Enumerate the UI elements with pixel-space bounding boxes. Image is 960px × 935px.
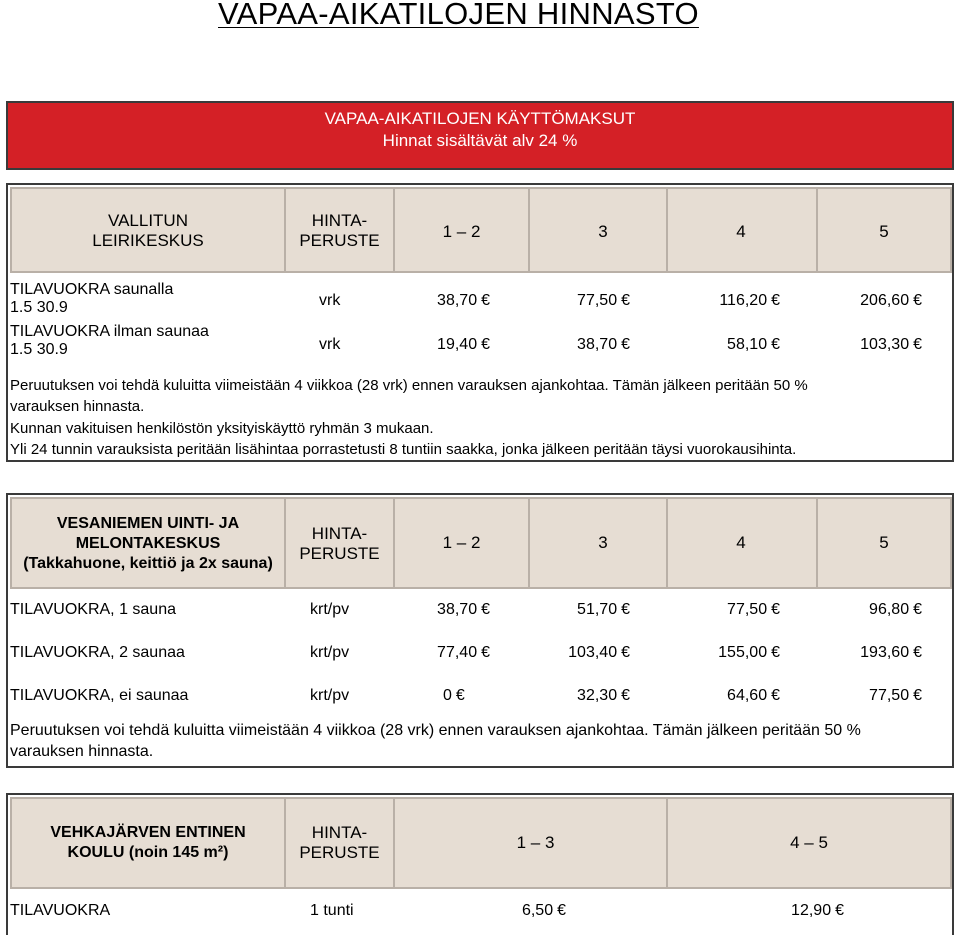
price: 38,70 € [577, 336, 630, 353]
row-unit: vrk [319, 336, 341, 353]
price: 77,50 € [727, 601, 780, 618]
row-label: TILAVUOKRA, ei saunaa [10, 687, 189, 704]
fees-banner [6, 101, 954, 170]
table-heading: VESANIEMEN UINTI- JA MELONTAKESKUS (Takkahuone, keittiö ja 2x sauna) [23, 515, 273, 572]
vesaniemi-table [6, 493, 954, 768]
price: 6,50 € [521, 902, 566, 919]
row-label: TILAVUOKRA, 1 sauna [10, 601, 176, 618]
price: 103,30 € [860, 336, 922, 353]
table-heading: VALLITUN LEIRIKESKUS [92, 211, 204, 250]
price: 58,10 € [727, 336, 780, 353]
note-text: Kunnan vakituisen henkilöstön yksityiskäyttö ryhmän 3 mukaan. [10, 420, 434, 437]
price: 116,20 € [719, 292, 780, 309]
price: 103,40 € [568, 644, 630, 661]
note-text: Peruutuksen voi tehdä kuluitta viimeistään 4 viikkoa (28 vrk) ennen varauksen ajankohtaa. Tämän jälkeen peritään 50 % [10, 377, 808, 394]
note-text: Peruutuksen voi tehdä kuluitta viimeistään 4 viikkoa (28 vrk) ennen varauksen ajankohtaa. Tämän jälkeen peritään 50 % [10, 722, 861, 739]
note-text: varauksen hinnasta. [10, 743, 154, 760]
row-unit: krt/pv [310, 644, 350, 661]
note-text: varauksen hinnasta. [10, 398, 145, 415]
page-title: VAPAA-AIKATILOJEN HINNASTO [218, 0, 699, 31]
price: 77,40 € [437, 644, 490, 661]
price: 77,50 € [869, 687, 922, 704]
price: 193,60 € [860, 644, 922, 661]
banner-title: VAPAA-AIKATILOJEN KÄYTTÖMAKSUT [324, 109, 636, 128]
row-unit: krt/pv [310, 687, 350, 704]
price: 38,70 € [437, 292, 490, 309]
column-header-group-5: 5 [879, 533, 889, 552]
column-header-basis: HINTA- PERUSTE [299, 524, 380, 563]
price: 64,60 € [727, 687, 780, 704]
note-text: Yli 24 tunnin varauksista peritään lisähintaa porrastetusti 8 tuntiin saakka, jonka jälkeen peritään täysi vuorokausihinta. [10, 441, 797, 458]
price: 51,70 € [577, 601, 630, 618]
price: 12,90 € [791, 902, 844, 919]
column-header-basis: HINTA- PERUSTE [299, 823, 380, 862]
price: 38,70 € [437, 601, 490, 618]
price: 32,30 € [577, 687, 630, 704]
price: 96,80 € [869, 601, 922, 618]
price: 77,50 € [577, 292, 630, 309]
column-header-group-3: 3 [598, 533, 608, 552]
row-label: TILAVUOKRA, 2 saunaa [10, 644, 185, 661]
column-header-group-1-2: 1 – 2 [442, 222, 481, 241]
price: 206,60 € [860, 292, 922, 309]
column-header-basis: HINTA- PERUSTE [299, 211, 380, 250]
row-unit: 1 tunti [310, 902, 354, 919]
column-header-group-1-2: 1 – 2 [442, 533, 481, 552]
price: 155,00 € [718, 644, 780, 661]
row-unit: vrk [319, 292, 341, 309]
row-label: TILAVUOKRA ilman saunaa 1.5 30.9 [10, 323, 209, 358]
column-header-group-3: 3 [598, 222, 608, 241]
vehkajarvi-table [6, 793, 954, 935]
column-header-group-4: 4 [736, 222, 746, 241]
table-heading: VEHKAJÄRVEN ENTINEN KOULU (noin 145 m²) [50, 824, 246, 861]
column-header-group-4: 4 [736, 533, 746, 552]
column-header-group-1-3: 1 – 3 [516, 833, 555, 852]
column-header-group-4-5: 4 – 5 [790, 833, 828, 852]
column-header-group-5: 5 [879, 222, 889, 241]
row-label: TILAVUOKRA saunalla 1.5 30.9 [10, 281, 174, 316]
price: 0 € [443, 687, 465, 704]
row-unit: krt/pv [310, 601, 350, 618]
price: 19,40 € [437, 336, 490, 353]
row-label: TILAVUOKRA [10, 902, 111, 919]
vallitun-table [6, 183, 954, 462]
banner-subtitle: Hinnat sisältävät alv 24 % [382, 131, 578, 150]
